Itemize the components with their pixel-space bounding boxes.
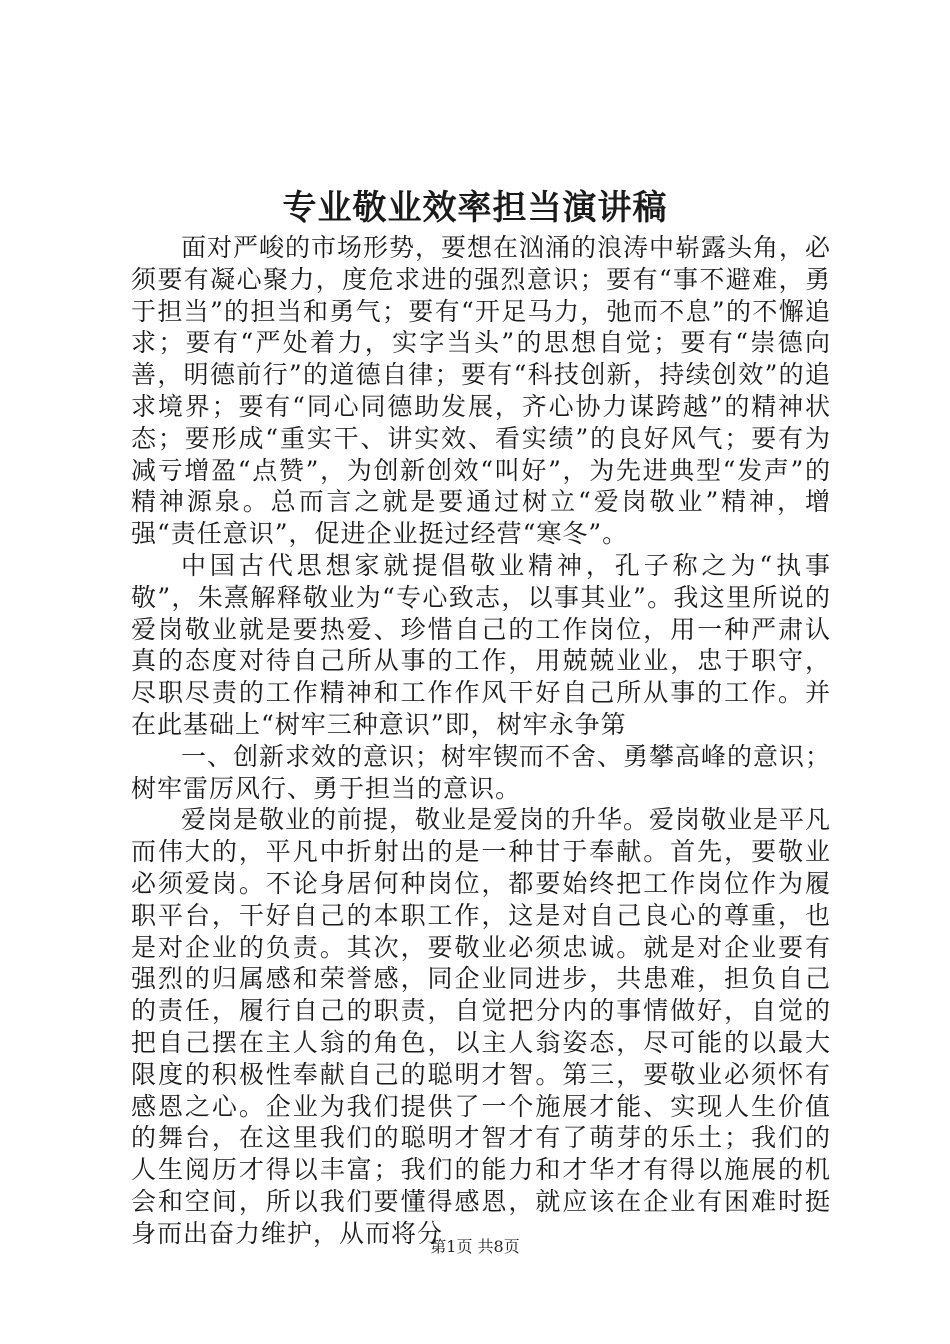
page-number-footer: 第1页 共8页 (430, 1237, 520, 1256)
paragraph-4: 爱岗是敬业的前提，敬业是爱岗的升华。爱岗敬业是平凡而伟大的，平凡中折射出的是一种甘于奉献。首先，要敬业必须爱岗。不论身居何种岗位，都要始终把工作岗位作为履职平台，干好自己的本职工作，这是对自己良心的尊重，也是对企业的负责。其次，要敬业必须忠诚。就是对企业要有强烈的归属感和荣誉感，同企业同进步，共患难，担负自己的责任，履行自己的职责，自觉把分内的事情做好，自觉的把自己摆在主人翁的角色，以主人翁姿态，尽可能的以最大限度的积极性奉献自己的聪明才智。第三，要敬业必须怀有感恩之心。企业为我们提供了一个施展才能、实现人生价值的舞台，在这里我们的聪明才智才有了萌芽的乐土；我们的人生阅历才得以丰富；我们的能力和才华才有得以施展的机会和空间，所以我们要懂得感恩，就应该在企业有困难时挺身而出奋力维护，从而将分 (131, 805, 832, 1248)
document-body (131, 232, 831, 1250)
paragraph-1: 面对严峻的市场形势，要想在汹涌的浪涛中崭露头角，必须要有凝心聚力，度危求进的强烈意识；要有“事不避难，勇于担当”的担当和勇气；要有“开足马力，弛而不息”的不懈追求；要有“严处着力，实字当头”的思想自觉；要有“崇德向善，明德前行”的道德自律；要有“科技创新，持续创效”的追求境界；要有“同心同德助发展，齐心协力谋跨越”的精神状态；要形成“重实干、讲实效、看实绩”的良好风气；要有为减亏增盈“点赞”，为创新创效“叫好”，为先进典型“发声”的精神源泉。总而言之就是要通过树立“爱岗敬业”精神，增强“责任意识”，促进企业挺过经营“寒冬”。 (131, 233, 832, 549)
paragraph-3: 一、创新求效的意识；树牢锲而不舍、勇攀高峰的意识；树牢雷厉风行、勇于担当的意识。 (131, 741, 832, 803)
document-title: 专业敬业效率担当演讲稿 (282, 188, 668, 228)
paragraph-2: 中国古代思想家就提倡敬业精神，孔子称之为“执事敬”，朱熹解释敬业为“专心致志，以事其业”。我这里所说的爱岗敬业就是要热爱、珍惜自己的工作岗位，用一种严肃认真的态度对待自己所从事的工作，用兢兢业业，忠于职守，尽职尽责的工作精神和工作作风干好自己所从事的工作。并在此基础上“树牢三种意识”即，树牢永争第 (131, 550, 831, 739)
